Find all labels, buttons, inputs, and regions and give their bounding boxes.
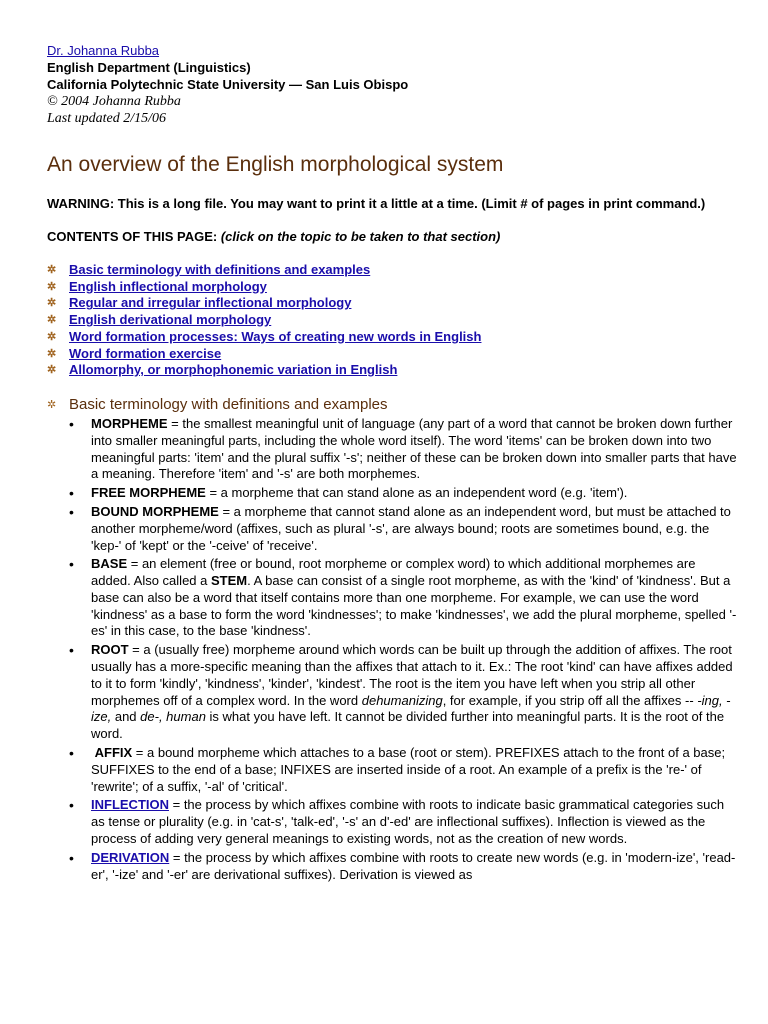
author-link[interactable]: Dr. Johanna Rubba — [47, 43, 160, 58]
example-affixes: de-, human — [140, 709, 206, 725]
definition-text: = the process by which affixes combine with roots to create new words (e.g. in 'modern-ize', 'read-er', '-ize' and '-er' are derivational suffixes). Derivation is viewed as — [91, 849, 736, 882]
star-bullet-icon: ✲ — [47, 280, 57, 293]
star-bullet-icon: ✲ — [47, 297, 57, 310]
term-base: BASE — [91, 556, 128, 572]
definition-text: = a bound morpheme which attaches to a base (root or stem). PREFIXES attach to the front of a base; SUFFIXES to the end of a base; INFIXES are inserted inside of a root. An example of a prefix is the 're-' of 'rewrite'; of a suffix, '-al' of 'critical'. — [91, 745, 726, 794]
definition-text: . A base can consist of a single root morpheme, as with the 'kind' of 'kindness'. But a base can also be a word that itself contains more than one morpheme. For example, we can use the word 'kindness' as a base to form the word 'kindnesses'; to make 'kindnesses', we add the plural morpheme, spelled '-es' in this case, to the base 'kindness'. — [91, 573, 737, 639]
definition-item — [91, 504, 737, 554]
contents-hint: (click on the topic to be taken to that section) — [220, 229, 501, 244]
definition-item — [91, 485, 737, 502]
definition-text: = the process by which affixes combine with roots to indicate basic grammatical categories such as tense or plurality (e.g. in 'cat-s', 'talk-ed', '-s' an d'-ed' are inflectional suffixes). Inflection is viewed as the process of adding very general meanings to existing words, not as the creation of new words. — [91, 797, 725, 847]
definitions-list — [47, 416, 737, 884]
toc-link-allomorphy[interactable]: Allomorphy, or morphophonemic variation in English — [69, 362, 398, 378]
toc-item — [47, 346, 737, 363]
term-morpheme: MORPHEME — [91, 415, 168, 431]
contents-list — [47, 262, 737, 379]
definition-item — [91, 416, 737, 483]
section-title: Basic terminology with definitions and examples — [69, 395, 388, 413]
toc-item — [47, 295, 737, 312]
definition-text: , for example, if you strip off all the affixes -- — [442, 692, 698, 708]
last-updated: Last updated 2/15/06 — [47, 111, 167, 126]
term-bound-morpheme: BOUND MORPHEME — [91, 503, 219, 519]
star-bullet-icon: ✲ — [47, 364, 57, 377]
department: English Department (Linguistics) — [47, 60, 251, 75]
star-bullet-icon: ✲ — [47, 398, 57, 411]
toc-item — [47, 362, 737, 379]
toc-link-word-formation[interactable]: Word formation processes: Ways of creating new words in English — [69, 328, 482, 344]
definition-text: = a morpheme that can stand alone as an independent word (e.g. 'item'). — [205, 485, 628, 501]
definition-item — [91, 556, 737, 640]
definition-text: = an element (free or bound, root morpheme or complex word) to which additional morphemes are added. Also called a — [91, 556, 696, 589]
toc-item — [47, 279, 737, 296]
star-bullet-icon: ✲ — [47, 330, 57, 343]
section-heading — [47, 396, 737, 414]
contents-label: CONTENTS OF THIS PAGE: — [47, 229, 218, 244]
example-affixes: -ing, -ize, — [91, 692, 731, 725]
term-stem: STEM — [210, 573, 248, 589]
definition-item — [91, 797, 737, 847]
contents-heading — [47, 228, 737, 245]
toc-link-basic-terminology[interactable]: Basic terminology with definitions and examples — [69, 262, 371, 277]
definition-text: = a morpheme that cannot stand alone as an independent word, but must be attached to another morpheme/word (affixes, such as plural '-s', are always bound; roots are sometimes bound, e.g. the 'kep-' of 'kept' or the '-ceive' of 'receive'. — [91, 503, 731, 553]
toc-item — [47, 329, 737, 346]
toc-link-inflectional[interactable]: English inflectional morphology — [69, 278, 267, 294]
definition-item — [91, 642, 737, 743]
term-affix: AFFIX — [94, 745, 133, 761]
warning-text: WARNING: This is a long file. You may want to print it a little at a time. (Limit # of pages in print command.) — [47, 196, 706, 211]
definition-text: is what you have left. It cannot be divided further into meaningful parts. It is the root of the word. — [91, 709, 725, 742]
term-derivation-link[interactable]: DERIVATION — [91, 849, 170, 865]
toc-link-derivational[interactable]: English derivational morphology — [69, 312, 272, 328]
toc-link-exercise[interactable]: Word formation exercise — [69, 345, 222, 361]
star-bullet-icon: ✲ — [47, 264, 57, 276]
university: California Polytechnic State University — San Luis Obispo — [47, 77, 409, 92]
toc-item — [47, 312, 737, 329]
term-inflection-link[interactable]: INFLECTION — [91, 797, 169, 813]
document-page — [47, 42, 737, 885]
definition-item — [91, 745, 737, 795]
star-bullet-icon: ✲ — [47, 314, 57, 327]
definition-item — [91, 850, 737, 884]
term-free-morpheme: FREE MORPHEME — [91, 485, 206, 501]
page-title: An overview of the English morphological system — [47, 153, 504, 176]
toc-item — [47, 262, 737, 279]
definition-text: = a (usually free) morpheme around which words can be built up through the addition of affixes. The root usually has a more-specific meaning than the affixes that attach to it. Ex.: The root 'kind' can have affixes added to it to form 'kindly', 'kindness', 'kinder', 'kindest'. The root is the item you have left when you strip all other morphemes off of a complex word. In the word — [91, 642, 733, 708]
term-root: ROOT — [91, 642, 129, 658]
star-bullet-icon: ✲ — [47, 347, 57, 360]
example-word: dehumanizing — [361, 692, 443, 708]
copyright: © 2004 Johanna Rubba — [47, 94, 181, 109]
toc-link-regular-irregular[interactable]: Regular and irregular inflectional morphology — [69, 295, 352, 311]
header-block — [47, 42, 737, 127]
definition-text: = the smallest meaningful unit of language (any part of a word that cannot be broken down further into smaller meaningful parts, including the whole word itself). The word 'items' can be broken down into two meaningful parts: 'item' and the plural suffix '-s'; neither of these can be broken down into smaller parts that have a meaning. Therefore 'item' and '-s' are both morphemes. — [91, 415, 737, 482]
definition-text: and — [111, 709, 141, 725]
